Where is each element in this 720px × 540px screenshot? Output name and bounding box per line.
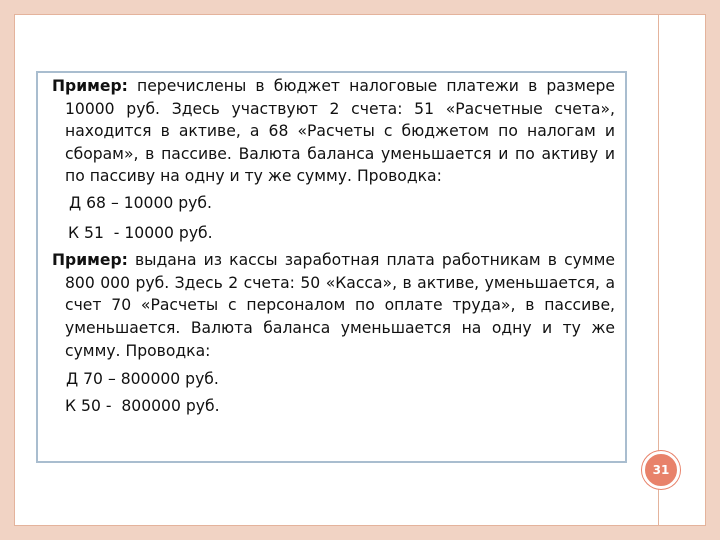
example-2-label: Пример:: [52, 251, 128, 270]
example-2-credit-entry: К 50 - 800000 руб.: [65, 396, 220, 415]
example-1-text: перечислены в бюджет налоговые платежи в размере 10000 руб. Здесь участвуют 2 счета: 51 «Расчетные счета», находится в активе, а 68 «Расчеты с бюджетом по налогам и сборам», в пассиве. Валюта баланса уменьшается и по активу и по пассиву на одну и ту же сумму. Проводка:: [65, 77, 615, 186]
example-2-paragraph: [52, 249, 615, 362]
example-1-label: Пример:: [52, 77, 128, 95]
content-text-box: [36, 71, 627, 463]
example-2-text: выдана из кассы заработная плата работникам в сумме 800 000 руб. Здесь 2 счета: 50 «Касса», в активе, уменьшается, а счет 70 «Расчеты с персоналом по оплате труда», в пассиве, уменьшается. Валюта баланса уменьшается на одну и ту же сумму. Проводка:: [65, 251, 615, 360]
example-1-credit-entry: К 51 - 10000 руб.: [68, 223, 213, 242]
page-number-badge: 31: [642, 451, 680, 489]
example-1-paragraph: [52, 75, 615, 188]
example-1-debit-entry: Д 68 – 10000 руб.: [69, 193, 212, 212]
right-vertical-rule: [658, 14, 659, 526]
example-2-debit-entry: Д 70 – 800000 руб.: [66, 370, 219, 389]
